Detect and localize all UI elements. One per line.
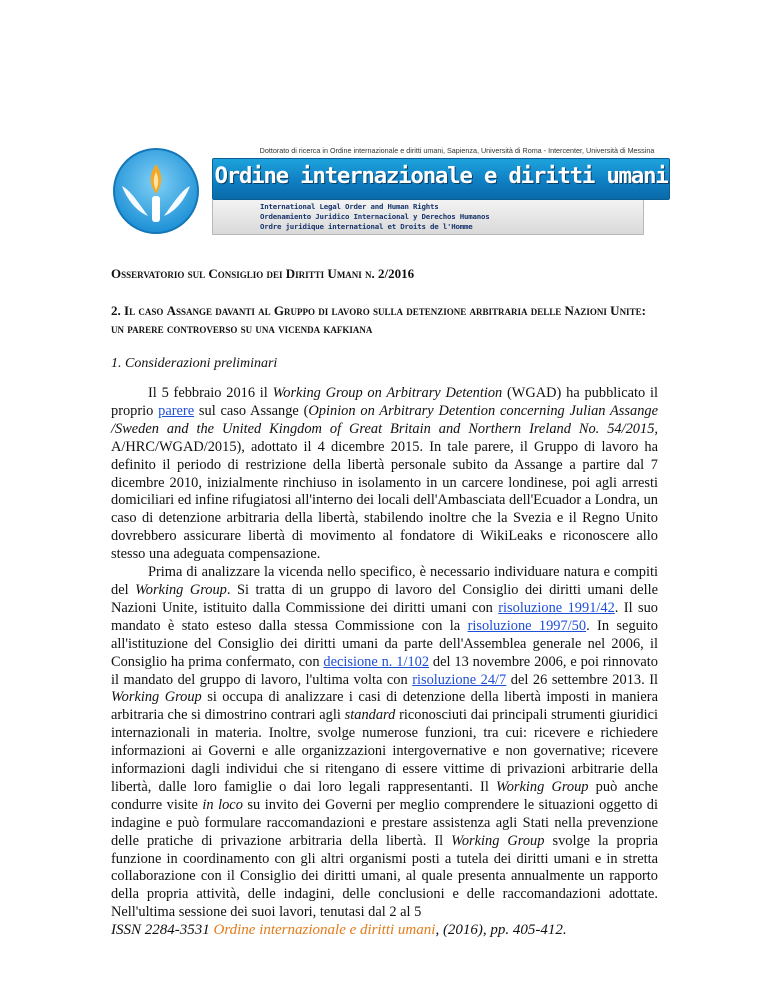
page-footer: ISSN 2284-3531 Ordine internazionale e diritti umani, (2016), pp. 405-412. <box>111 922 567 938</box>
observatory-heading: Osservatorio sul Consiglio dei Diritti Umani n. 2/2016 <box>111 266 415 281</box>
paragraph-2: Prima di analizzare la vicenda nello specifico, è necessario individuare natura e compiti del Working Group. Si tratta di un gruppo di lavoro del Consiglio dei diritti umani delle Nazioni Unite, istituito dalla Commissione dei diritti umani con risoluzione 1991/42. Il suo mandato è stato esteso dalla stessa Commissione con la risoluzione 1997/50. In seguito all'istituzione del Consiglio dei diritti umani da parte dell'Assemblea generale nel 2006, il Consiglio ha prima confermato, con decisione n. 1/102 del 13 novembre 2006, e poi rinnovato il mandato del gruppo di lavoro, l'ultima volta con risoluzione 24/7 del 26 settembre 2013. Il Working Group si occupa di analizzare i casi di detenzione della libertà imposti in maniera arbitraria che si dimostrino contrari agli standard riconosciuti dai principali strumenti giuridici internazionali in materia. Inoltre, svolge numerose funzioni, tra cui: ricevere e richiedere informazioni ai Governi e alle organizzazioni intergovernative e non governative; ricevere informazioni dagli individui che si ritengano di essere vittime di privazioni arbitrarie della libertà, dalle loro famiglie o dai loro legali rappresentanti. Il Working Group può anche condurre visite in loco su invito dei Governi per meglio comprendere le situazioni oggetto di indagine e può formulare raccomandazioni e prestare assistenza agli Stati nella prevenzione delle pratiche di privazione arbitraria della libertà. Il Working Group svolge la propria funzione in coordinamento con gli altri organismi posti a tutela dei diritti umani e in stretta collaborazione con il Consiglio dei diritti umani, al quale presenta annualmente un rapporto della propria attività, delle indagini, delle conclusioni e delle raccomandazioni adottate. Nell'ultima sessione dei suoi lavori, tenutasi dal 2 al 5 <box>111 564 659 921</box>
risoluzione-1991-42-link[interactable]: risoluzione 1991/42 <box>498 599 615 616</box>
footer-journal-name: Ordine internazionale e diritti umani <box>213 922 436 938</box>
subsection-title: 1. Considerazioni preliminari <box>111 356 278 371</box>
banner-subtitle: Dottorato di ricerca in Ordine internazionale e diritti umani, Sapienza, Università di Roma - Intercenter, Università di Messina <box>259 146 655 155</box>
risoluzione-1997-50-link[interactable]: risoluzione 1997/50 <box>467 617 587 634</box>
journal-logo-icon <box>112 146 200 236</box>
banner-language-en: International Legal Order and Human Rights <box>260 202 439 211</box>
article-body <box>111 385 658 922</box>
decisione-1-102-link[interactable]: decisione n. 1/102 <box>323 653 430 670</box>
paragraph-1: Il 5 febbraio 2016 il Working Group on Arbitrary Detention (WGAD) ha pubblicato il proprio parere sul caso Assange (Opinion on Arbitrary Detention concerning Julian Assange /Sweden and the United Kingdom of Great Britain and Northern Ireland No. 54/2015, A/HRC/WGAD/2015), adottato il 4 dicembre 2015. In tale parere, il Gruppo di lavoro ha definito il periodo di restrizione della libertà personale subito da Assange a partire dal 7 dicembre 2010, inizialmente rinchiuso in isolamento in un carcere londinese, poi agli arresti domiciliari ed infine rifugiatosi all'interno dei locali dell'Ambasciata dell'Ecuador a Londra, un caso di detenzione arbitraria della libertà, stabilendo inoltre che la Svezia e il Regno Unito dovrebbero assicurare libertà di movimento al fondatore di WikiLeaks e riconoscere allo stesso una adeguata compensazione. <box>111 385 659 563</box>
banner-language-es: Ordenamiento Juridico Internacional y Derechos Humanos <box>260 212 490 221</box>
risoluzione-24-7-link[interactable]: risoluzione 24/7 <box>412 671 507 688</box>
parere-link[interactable]: parere <box>158 402 195 419</box>
section-title: 2. Il caso Assange davanti al Gruppo di lavoro sulla detenzione arbitraria delle Nazioni Unite: un parere controverso su una vicenda kafkiana <box>111 303 646 336</box>
banner-language-fr: Ordre juridique international et Droits de l'Homme <box>260 222 473 231</box>
banner-title: Ordine internazionale e diritti umani <box>214 163 668 189</box>
banner-title-bar <box>212 158 670 200</box>
journal-banner <box>112 144 668 236</box>
